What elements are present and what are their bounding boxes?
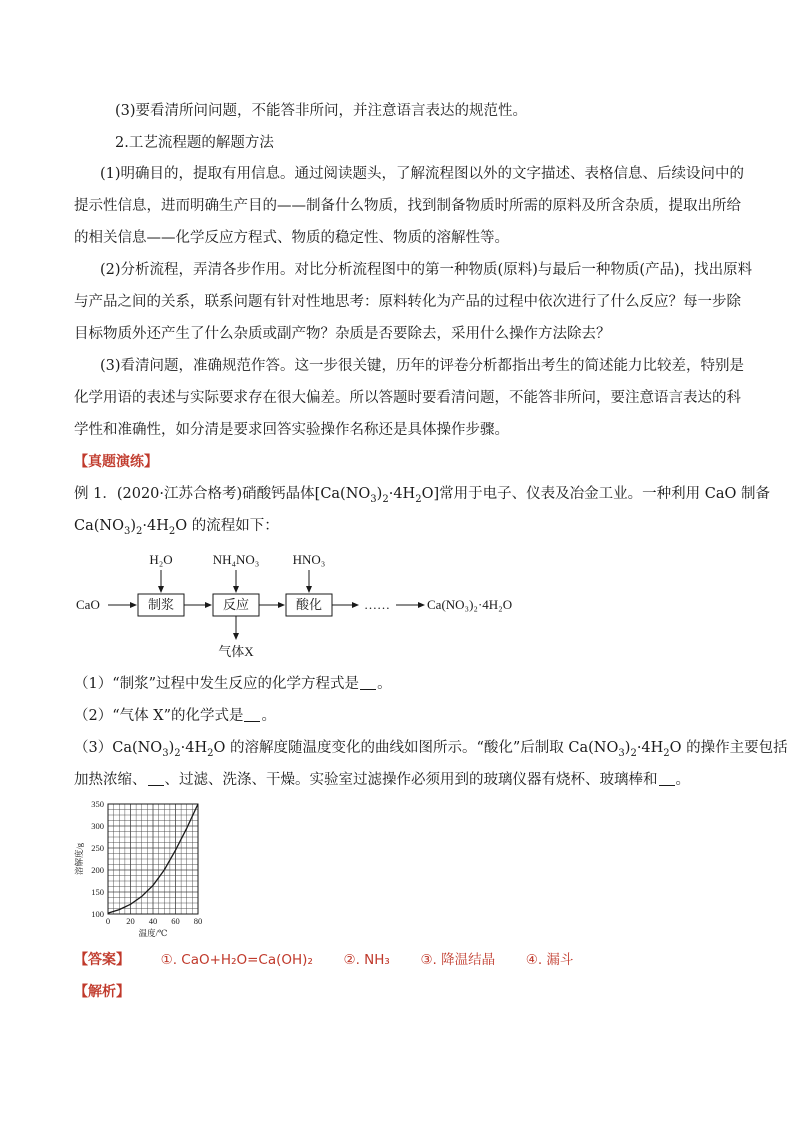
question-text: 。 [377,676,392,692]
answer-item-2: ②. NH₃ [343,952,390,968]
method-1-line-1: (1)明确目的，提取有用信息。通过阅读题头，了解流程图以外的文字描述、表格信息、后续设问中的 [100,166,745,182]
method-2-line-1: (2)分析流程，弄清各步作用。对比分析流程图中的第一种物质(原料)与最后一种物质(产品)，找出原料 [100,262,753,278]
y-tick-label: 350 [91,799,104,809]
answer-blank[interactable] [148,771,164,786]
x-tick-label: 0 [105,916,111,926]
flow-input-h2o: H₂O [149,552,173,567]
example-text: ) [130,518,137,534]
flow-gas-x: 气体X [218,644,254,659]
method-1-line-3: 的相关信息——化学反应方程式、物质的稳定性、物质的溶解性等。 [74,230,509,246]
example-text: ·4H [142,518,169,534]
answer-blank[interactable] [659,771,675,786]
question-text: O 的操作主要包括 [669,740,788,756]
example-text: O 的流程如下： [175,518,279,534]
x-tick-label: 60 [171,916,180,926]
question-text: ) [624,740,631,756]
y-tick-label: 100 [91,909,104,919]
paragraph-point-3: (3)要看清所问问题，不能答非所问，并注意语言表达的规范性。 [115,103,528,119]
answer-item-1: ①. CaO+H₂O=Ca(OH)₂ [160,952,313,968]
y-tick-label: 200 [91,865,104,875]
question-text: ·4H [636,740,664,756]
chart-grid [108,804,198,914]
answer-blank[interactable] [244,707,260,722]
x-tick-label: 40 [148,916,158,926]
analysis-tag: 【解析】 [74,984,130,1000]
y-tick-label: 250 [91,843,104,853]
process-flow-diagram [74,548,534,663]
flow-product: Ca(NO₃)₂·4H₂O [427,597,513,612]
question-2 [74,706,276,726]
question-text: O 的溶解度随温度变化的曲线如图所示。“酸化”后制取 Ca(NO [213,740,619,756]
example-text: Ca(NO [74,518,124,534]
chart-x-axis-label: 温度/℃ [138,928,168,938]
question-text: （2）“气体 X”的化学式是 [74,708,244,724]
example-1-line-1: 例 1．(2020·江苏合格考)硝酸钙晶体$[Ca(NO_3)_2\cdot 4H_2O]$常用于电子、仪表及冶金工业。一种利用 CaO 制备 [74,486,770,505]
question-3-line-2 [74,770,690,790]
question-text: 。 [261,708,276,724]
question-text: 加热浓缩、 [74,772,147,788]
method-2-line-3: 目标物质外还产生了什么杂质或副产物？杂质是否要除去，采用什么操作方法除去？ [74,326,611,342]
flow-input-nh4no3: NH₄NO₃ [212,552,260,567]
method-3-line-3: 学性和准确性，如分清是要求回答实验操作名称还是具体操作步骤。 [74,422,509,438]
method-3-line-2: 化学用语的表述与实际要求存在很大偏差。所以答题时要看清问题，不能答非所问，要注意语言表达的科 [74,390,741,406]
answer-blank[interactable] [360,675,376,690]
section-heading-methods: 2.工艺流程题的解题方法 [115,135,274,151]
solubility-chart [70,796,220,942]
question-text: ·4H [180,740,208,756]
flow-ellipsis: …… [364,597,390,612]
x-tick-label: 80 [193,916,203,926]
question-text: ) [168,740,175,756]
flow-box-label: 制浆 [147,597,175,612]
chart-y-axis-label: 溶解度/g [74,842,84,876]
method-2-line-2: 与产品之间的关系，联系问题有针对性地思考：原料转化为产品的过程中依次进行了什么反应？每一步除 [74,294,741,310]
section-tag-practice: 【真题演练】 [74,454,158,470]
flow-box-label: 反应 [222,597,250,612]
answer-row [74,950,573,970]
x-tick-label: 20 [126,916,135,926]
y-tick-label: 150 [91,887,104,897]
question-text: 。 [675,772,690,788]
question-3-line-1: $(3)Ca(NO_3)_2\cdot 4H_2O$ 的溶解度随温度变化的曲线如图所示。“酸化”后制取 $Ca(NO_3)_2\cdot 4H_2O$ 的操作主要包括 [74,740,788,759]
answer-item-4: ④. 漏斗 [525,952,574,968]
method-3-line-1: (3)看清问题，准确规范作答。这一步很关键，历年的评卷分析都指出考生的简述能力比较差，特别是 [100,358,745,374]
example-1-line-2: $Ca(NO_3)_2\cdot 4H_2O$ 的流程如下： [74,518,279,537]
method-1-line-2: 提示性信息，进而明确生产目的——制备什么物质，找到制备物质时所需的原料及所含杂质，提取出所给 [74,198,741,214]
question-text: （3）Ca(NO [74,740,163,756]
flow-box-label: 酸化 [295,597,323,612]
y-tick-label: 300 [91,821,104,831]
example-text: ·4H [388,486,416,502]
flow-input-hno3: HNO₃ [292,552,326,567]
example-text: O]常用于电子、仪表及冶金工业。一种利用 CaO 制备 [421,486,770,502]
question-text: （1）“制浆”过程中发生反应的化学方程式是 [74,676,360,692]
example-text: 例 1．(2020·江苏合格考)硝酸钙晶体[Ca(NO [74,486,371,502]
example-text: ) [376,486,383,502]
flow-start-cao: CaO [76,597,100,612]
answer-tag: 【答案】 [74,952,130,968]
question-1 [74,674,392,694]
answer-item-3: ③. 降温结晶 [420,952,496,968]
question-text: 、过滤、洗涤、干燥。实验室过滤操作必须用到的玻璃仪器有烧杯、玻璃棒和 [164,772,658,788]
